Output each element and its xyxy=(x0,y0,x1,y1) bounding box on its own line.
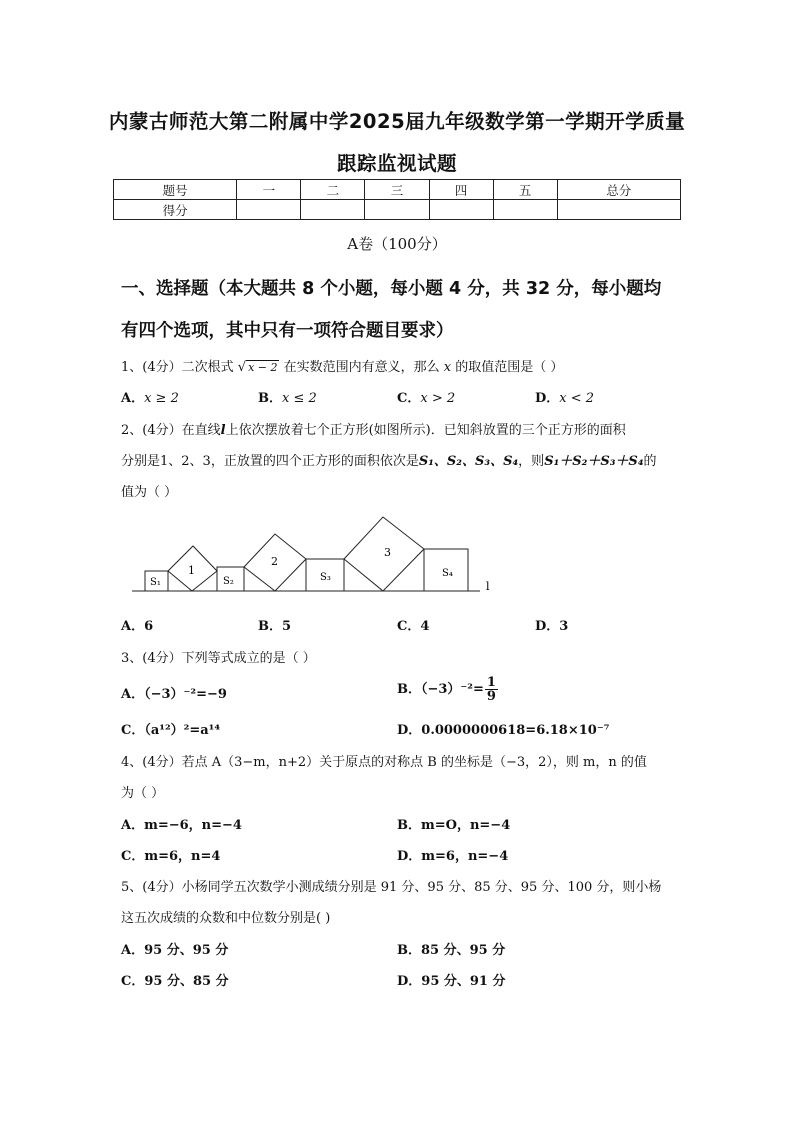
question-1-option-a[interactable]: A．x ≥ 2 xyxy=(121,391,179,406)
question-5-line1: 5、(4分）小杨同学五次数学小测成绩分别是 91 分、95 分、85 分、95 分、100 分，则小杨 xyxy=(121,880,662,895)
question-1-stem: 1、(4分）二次根式 √ x − 2 在实数范围内有意义，那么 x 的取值范围是（ ） xyxy=(121,360,564,375)
score-cell[interactable] xyxy=(557,200,680,220)
exam-title-line1: 内蒙古师范大第二附属中学2025届九年级数学第一学期开学质量 xyxy=(108,110,686,133)
score-table xyxy=(113,179,681,220)
question-5-line2: 这五次成绩的众数和中位数分别是( ) xyxy=(121,911,331,926)
score-table-header: 总分 xyxy=(557,180,680,200)
score-cell[interactable] xyxy=(301,200,365,220)
score-table-header: 五 xyxy=(493,180,557,200)
question-2-line3: 值为（ ） xyxy=(121,485,178,500)
fraction: $\frac{1}{9}$ xyxy=(486,675,496,704)
question-2-line2: 分别是1、2、3，正放置的四个正方形的面积依次是S₁、S₂、S₃、S₄，则S₁＋S₂＋S₃＋S₄的 xyxy=(121,454,657,469)
score-table-header-row xyxy=(114,180,681,200)
question-3-option-b[interactable]: B．（−3）⁻²= $\frac{1}{9}$ xyxy=(397,675,496,704)
paper-a-label: A卷（100分） xyxy=(347,235,447,253)
question-3-stem: 3、(4分）下列等式成立的是（ ） xyxy=(121,651,316,666)
label-s1: S₁ xyxy=(150,577,161,588)
score-table-header: 四 xyxy=(429,180,493,200)
question-4-line2: 为（ ） xyxy=(121,786,165,801)
score-row-label: 得分 xyxy=(114,200,237,220)
question-5-option-a[interactable]: A．95 分、95 分 xyxy=(121,943,229,958)
question-1-option-d[interactable]: D．x < 2 xyxy=(535,391,595,406)
question-1-option-b[interactable]: B．x ≤ 2 xyxy=(258,391,317,406)
question-2-option-d[interactable]: D．3 xyxy=(535,619,569,634)
question-4-option-a[interactable]: A．m=−6，n=−4 xyxy=(121,818,242,833)
score-cell[interactable] xyxy=(365,200,429,220)
question-5-option-b[interactable]: B．85 分、95 分 xyxy=(397,943,506,958)
question-5-option-d[interactable]: D．95 分、91 分 xyxy=(397,974,506,989)
label-2: 2 xyxy=(271,555,278,568)
score-cell[interactable] xyxy=(493,200,557,220)
question-4-option-b[interactable]: B．m=O，n=−4 xyxy=(397,818,511,833)
squares-figure xyxy=(130,512,500,598)
score-cell[interactable] xyxy=(429,200,493,220)
score-table-header: 题号 xyxy=(114,180,237,200)
question-5-option-c[interactable]: C．95 分、85 分 xyxy=(121,974,229,989)
radicand: x − 2 xyxy=(248,361,278,374)
label-1: 1 xyxy=(188,564,195,577)
score-table-header: 二 xyxy=(301,180,365,200)
score-cell[interactable] xyxy=(237,200,301,220)
question-2-option-c[interactable]: C．4 xyxy=(397,619,430,634)
sqrt-symbol: √ xyxy=(237,360,247,375)
question-4-option-d[interactable]: D．m=6，n=−4 xyxy=(397,849,509,864)
section-heading-line1: 一、选择题（本大题共 8 个小题，每小题 4 分，共 32 分，每小题均 xyxy=(121,279,662,299)
label-3: 3 xyxy=(384,546,391,559)
question-3-option-d[interactable]: D．0.0000000618=6.18×10⁻⁷ xyxy=(397,723,610,738)
label-s4: S₄ xyxy=(442,568,453,579)
label-s3: S₃ xyxy=(320,572,331,583)
label-s2: S₂ xyxy=(223,576,234,587)
question-2-line1: 2、(4分）在直线l上依次摆放着七个正方形(如图所示)．已知斜放置的三个正方形的面积 xyxy=(121,423,626,438)
question-3-option-c[interactable]: C．（a¹²）²=a¹⁴ xyxy=(121,723,221,738)
line-l-label: l xyxy=(486,580,490,593)
section-heading-line2: 有四个选项，其中只有一项符合题目要求） xyxy=(121,321,454,341)
question-1-option-c[interactable]: C．x > 2 xyxy=(397,391,456,406)
score-table-score-row xyxy=(114,200,681,220)
score-table-header: 三 xyxy=(365,180,429,200)
exam-title-line2: 跟踪监视试题 xyxy=(336,152,457,175)
score-table-header: 一 xyxy=(237,180,301,200)
question-4-line1: 4、(4分）若点 A（3−m，n+2）关于原点的对称点 B 的坐标是（−3，2），则 m，n 的值 xyxy=(121,755,647,770)
question-3-option-a[interactable]: A．（−3）⁻²=−9 xyxy=(121,687,227,702)
question-2-option-a[interactable]: A．6 xyxy=(121,619,154,634)
question-4-option-c[interactable]: C．m=6，n=4 xyxy=(121,849,221,864)
question-2-option-b[interactable]: B．5 xyxy=(258,619,292,634)
